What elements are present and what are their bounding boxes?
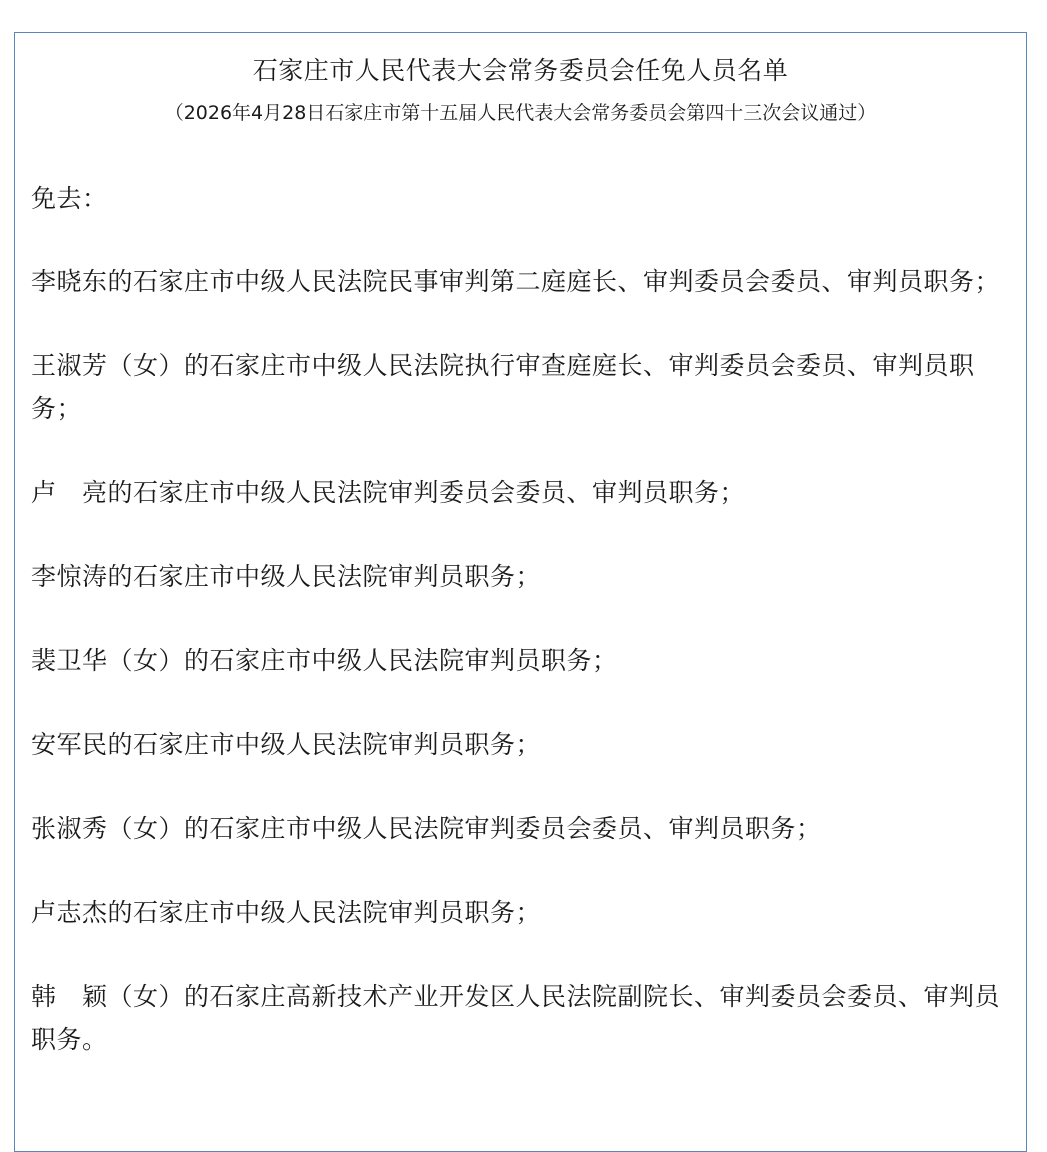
list-item: 安军民的石家庄市中级人民法院审判员职务； (31, 730, 542, 759)
document-frame (14, 32, 1027, 1152)
section-heading: 免去： (31, 184, 108, 213)
list-item: 卢 亮的石家庄市中级人民法院审判委员会委员、审判员职务； (31, 478, 746, 507)
document-body (31, 177, 1011, 1102)
list-item: 王淑芳（女）的石家庄市中级人民法院执行审查庭庭长、审判委员会委员、审判员职务； (31, 351, 975, 423)
document-title: 石家庄市人民代表大会常务委员会任免人员名单 (252, 56, 789, 85)
list-item: 张淑秀（女）的石家庄市中级人民法院审判委员会委员、审判员职务； (31, 814, 822, 843)
list-item: 李晓东的石家庄市中级人民法院民事审判第二庭庭长、审判委员会委员、审判员职务； (31, 267, 1001, 296)
list-item: 裴卫华（女）的石家庄市中级人民法院审判员职务； (31, 646, 618, 675)
list-item: 李惊涛的石家庄市中级人民法院审判员职务； (31, 562, 542, 591)
list-item: 韩 颖（女）的石家庄高新技术产业开发区人民法院副院长、审判委员会委员、审判员职务。 (31, 982, 1001, 1054)
list-item: 卢志杰的石家庄市中级人民法院审判员职务； (31, 898, 542, 927)
document-subtitle: （2026年4月28日石家庄市第十五届人民代表大会常务委员会第四十三次会议通过） (164, 102, 877, 124)
